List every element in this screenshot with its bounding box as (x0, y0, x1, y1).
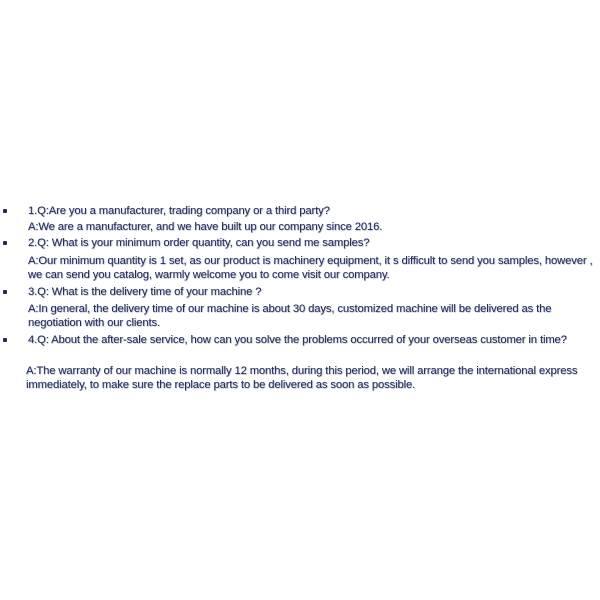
bullet-icon (3, 209, 7, 213)
faq-question: 4.Q: About the after-sale service, how can you solve the problems occurred of your overseas customer in time? (28, 334, 567, 346)
faq-answer: A:Our minimum quantity is 1 set, as our product is machinery equipment, it s difficult to send you samples, however , we can send you catalog, warmly welcome you to come visit our company. (28, 255, 593, 281)
faq-question: 3.Q: What is the delivery time of your machine ? (28, 286, 262, 298)
faq-answer: A:We are a manufacturer, and we have built up our company since 2016. (28, 221, 383, 233)
faq-question: 1.Q:Are you a manufacturer, trading company or a third party? (28, 205, 330, 217)
faq-answer: A:The warranty of our machine is normally 12 months, during this period, we will arrange the international express immediately, to make sure the replace parts to be delivered as soon as possible. (26, 365, 578, 391)
faq-question: 2.Q: What is your minimum order quantity, can you send me samples? (28, 237, 370, 249)
bullet-icon (3, 338, 7, 342)
faq-answer: A:In general, the delivery time of our machine is about 30 days, customized machine will be delivered as the negotiation with our clients. (28, 303, 552, 329)
bullet-icon (3, 241, 7, 245)
bullet-icon (3, 290, 7, 294)
